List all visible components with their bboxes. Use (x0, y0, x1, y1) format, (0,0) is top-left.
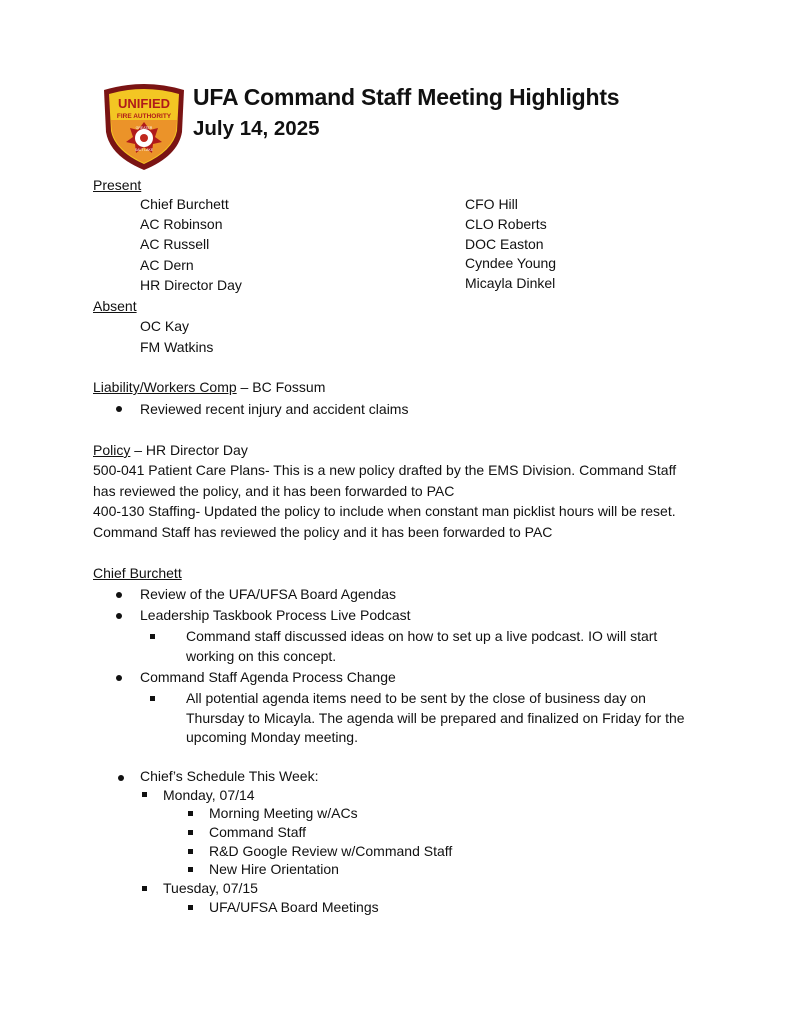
logo-text-greater: GREATER (135, 126, 153, 130)
square-bullet-icon (150, 696, 155, 701)
chief-heading: Chief Burchett (93, 565, 182, 581)
schedule-event: New Hire Orientation (209, 861, 339, 877)
schedule-event: UFA/UFSA Board Meetings (209, 899, 379, 915)
chief-item: Chief’s Schedule This Week: (140, 768, 319, 784)
present-member: CFO Hill (465, 196, 518, 212)
meeting-date: July 14, 2025 (193, 117, 320, 140)
present-member: AC Dern (140, 257, 194, 273)
chief-item: Command Staff Agenda Process Change (140, 669, 396, 685)
square-bullet-icon (188, 905, 193, 910)
policy-line: Command Staff has reviewed the policy and it has been forwarded to PAC (93, 524, 553, 540)
square-bullet-icon (188, 830, 193, 835)
square-bullet-icon (188, 811, 193, 816)
page-title: UFA Command Staff Meeting Highlights (193, 84, 620, 110)
chief-item: Leadership Taskbook Process Live Podcast (140, 607, 411, 623)
agenda-detail-line: Thursday to Micayla. The agenda will be prepared and finalized on Friday for the (186, 710, 685, 726)
present-member: CLO Roberts (465, 216, 547, 232)
absent-member: OC Kay (140, 318, 190, 334)
square-bullet-icon (142, 792, 147, 797)
schedule-day: Tuesday, 07/15 (163, 880, 258, 896)
bullet-icon (116, 592, 122, 598)
logo-text-fire-authority: FIRE AUTHORITY (116, 113, 172, 120)
policy-line: has reviewed the policy, and it has been forwarded to PAC (93, 483, 455, 499)
logo-text-unified: UNIFIED (118, 96, 170, 111)
present-member: Cyndee Young (465, 255, 557, 271)
absent-heading: Absent (93, 298, 137, 314)
agenda-detail-line: upcoming Monday meeting. (186, 729, 358, 745)
present-member: HR Director Day (140, 277, 242, 293)
policy-line: 500-041 Patient Care Plans- This is a new policy drafted by the EMS Division. Command Staff (93, 462, 677, 478)
square-bullet-icon (150, 634, 155, 639)
agenda-detail-line: All potential agenda items need to be sent by the close of business day on (186, 690, 646, 706)
present-member: AC Russell (140, 236, 210, 252)
podcast-detail-line: working on this concept. (186, 648, 337, 664)
schedule-event: Command Staff (209, 824, 307, 840)
ufa-badge-logo (100, 80, 188, 172)
present-member: AC Robinson (140, 216, 223, 232)
bullet-icon (116, 406, 122, 412)
schedule-day: Monday, 07/14 (163, 787, 255, 803)
present-member: DOC Easton (465, 236, 544, 252)
liability-section-heading (93, 377, 325, 397)
schedule-event: R&D Google Review w/Command Staff (209, 843, 453, 859)
square-bullet-icon (188, 849, 193, 854)
podcast-detail-line: Command staff discussed ideas on how to set up a live podcast. IO will start (186, 628, 658, 644)
present-member: Micayla Dinkel (465, 275, 556, 291)
present-member: Chief Burchett (140, 196, 229, 212)
square-bullet-icon (188, 867, 193, 872)
bullet-icon (116, 675, 122, 681)
liability-presenter: – BC Fossum (236, 379, 326, 395)
policy-line: 400-130 Staffing- Updated the policy to include when constant man picklist hours will be reset. (93, 503, 676, 519)
policy-section-heading (93, 440, 248, 460)
liability-heading: Liability/Workers Comp (93, 379, 237, 395)
liability-item: Reviewed recent injury and accident claims (140, 401, 409, 417)
schedule-event: Morning Meeting w/ACs (209, 805, 358, 821)
absent-member: FM Watkins (140, 339, 214, 355)
policy-presenter: – HR Director Day (130, 442, 248, 458)
chief-item: Review of the UFA/UFSA Board Agendas (140, 586, 397, 602)
logo-text-salt-lake: SALT LAKE (134, 148, 154, 152)
policy-heading: Policy (93, 442, 131, 458)
present-heading: Present (93, 177, 142, 193)
bullet-icon (118, 775, 124, 781)
square-bullet-icon (142, 886, 147, 891)
bullet-icon (116, 613, 122, 619)
